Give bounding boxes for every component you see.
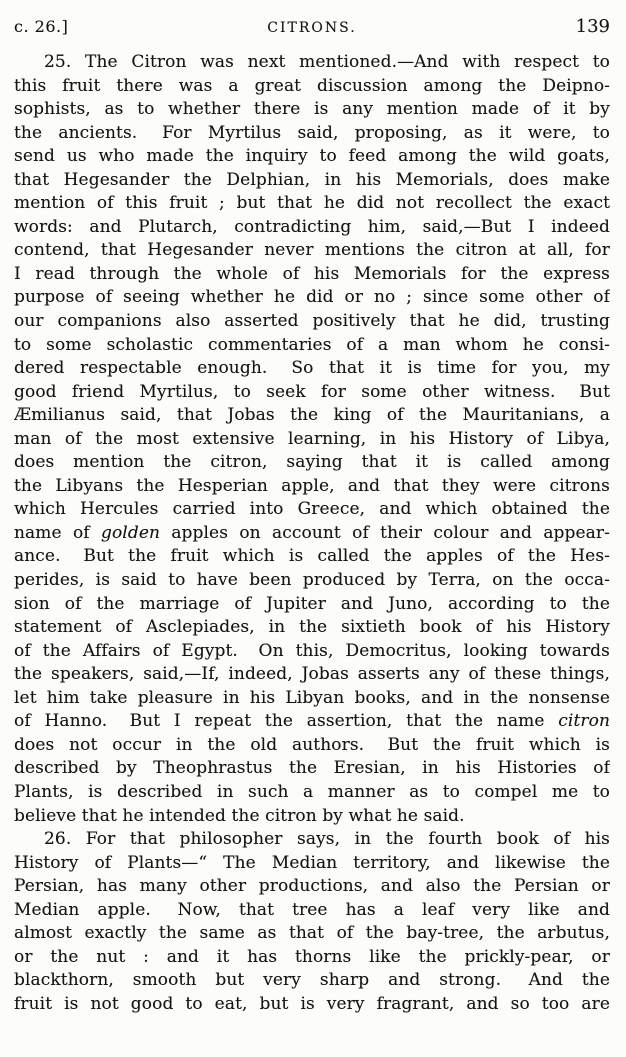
text-line [14,51,610,75]
text-line [14,310,610,334]
text-segment: or the nut : and it has thorns like the prickly-pear, or [14,946,610,967]
text-line [14,216,610,240]
text-segment: words: and Plutarch, contradicting him, said,—But I indeed [14,216,610,237]
text-segment: that Hegesander the Delphian, in his Memorials, does make [14,169,610,190]
text-segment: History of Plants—“ The Median territory, and likewise the [14,852,610,873]
text-line [14,334,610,358]
page-number: 139 [575,16,610,37]
text-line [14,286,610,310]
text-line [14,805,610,829]
text-segment: good friend Myrtilus, to seek for some other witness. But [14,381,610,402]
text-segment: ance. But the fruit which is called the apples of the Hes- [14,546,610,567]
text-line [14,428,610,452]
text-segment: blackthorn, smooth but very sharp and strong. And the [14,970,610,991]
text-segment: send us who made the inquiry to feed among the wild goats, [14,146,610,167]
paragraph-26 [14,828,610,1016]
text-segment: contend, that Hegesander never mentions the citron at all, for [14,240,610,261]
text-segment: I read through the whole of his Memorials for the express [14,263,610,284]
text-segment: of the Affairs of Egypt. On this, Democritus, looking towards [14,640,610,661]
text-line [14,616,610,640]
text-segment: man of the most extensive learning, in his History of Libya, [14,428,610,449]
text-line [14,687,610,711]
text-segment: let him take pleasure in his Libyan books, and in the nonsense [14,687,610,708]
paragraph-25 [14,51,610,828]
text-segment: perides, is said to have been produced by Terra, on the occa- [14,570,610,591]
text-segment: of Hanno. But I repeat the assertion, that the name [14,711,559,732]
text-line [14,757,610,781]
text-line [14,192,610,216]
text-segment: Æmilianus said, that Jobas the king of the Mauritanians, a [14,405,610,426]
text-segment: dered respectable enough. So that it is time for you, my [14,358,610,379]
text-segment: to some scholastic commentaries of a man whom he consi- [14,334,610,355]
text-line [14,451,610,475]
text-segment: the Libyans the Hesperian apple, and that they were citrons [14,475,610,496]
text-line [14,357,610,381]
text-line [14,993,610,1017]
text-line [14,946,610,970]
text-segment: Median apple. Now, that tree has a leaf very like and [14,899,610,920]
text-line [14,875,610,899]
text-line [14,98,610,122]
text-segment: Persian, has many other productions, and also the Persian or [14,876,610,897]
text-line [14,522,610,546]
text-segment: name of [14,522,101,543]
text-segment: sion of the marriage of Jupiter and Juno, according to the [14,593,610,614]
text-line [14,404,610,428]
text-segment: sophists, as to whether there is any mention made of it by [14,99,610,120]
text-line [14,475,610,499]
text-line [14,593,610,617]
text-segment: our companions also asserted positively that he did, trusting [14,311,610,332]
italic-text: golden [100,522,161,543]
page-header [14,16,610,37]
text-segment: does not occur in the old authors. But the fruit which is [14,734,610,755]
text-segment: purpose of seeing whether he did or no ; since some other of [14,287,610,308]
text-segment: 25. The Citron was next mentioned.—And with respect to [44,52,610,72]
text-segment: almost exactly the same as that of the bay-tree, the arbutus, [14,923,610,944]
text-line [14,75,610,99]
text-line [14,263,610,287]
text-segment: which Hercules carried into Greece, and which obtained the [14,499,610,520]
text-line [14,899,610,923]
text-segment: apples on account of their colour and appear- [160,522,610,543]
text-line [14,781,610,805]
text-line [14,710,610,734]
text-body [14,51,610,1016]
text-segment: statement of Asclepiades, in the sixtieth book of his History [14,617,610,638]
text-line [14,545,610,569]
italic-text: citron [558,711,610,732]
text-segment: described by Theophrastus the Eresian, in his Histories of [14,758,610,779]
text-segment: Plants, is described in such a manner as to compel me to [14,781,610,802]
text-line [14,663,610,687]
running-head-chapter: c. 26.] [14,17,69,36]
text-line [14,381,610,405]
text-line [14,734,610,758]
text-line [14,852,610,876]
text-line [14,498,610,522]
text-segment: 26. For that philosopher says, in the fourth book of his [44,829,610,850]
text-line [14,922,610,946]
text-segment: the speakers, said,—If, indeed, Jobas asserts any of these things, [14,664,610,685]
text-segment: the ancients. For Myrtilus said, proposing, as it were, to [14,122,610,143]
text-segment: does mention the citron, saying that it is called among [14,452,610,473]
text-line [14,569,610,593]
text-segment: fruit is not good to eat, but is very fragrant, and so too are [14,993,610,1014]
text-segment: this fruit there was a great discussion among the Deipno- [14,75,610,96]
running-head-title: CITRONS. [267,20,357,36]
text-line [14,145,610,169]
text-line [14,640,610,664]
text-line [14,169,610,193]
text-line [14,828,610,852]
text-line [14,239,610,263]
text-segment: believe that he intended the citron by what he said. [14,805,465,826]
text-line [14,969,610,993]
text-line [14,122,610,146]
text-segment: mention of this fruit ; but that he did not recollect the exact [14,193,610,214]
